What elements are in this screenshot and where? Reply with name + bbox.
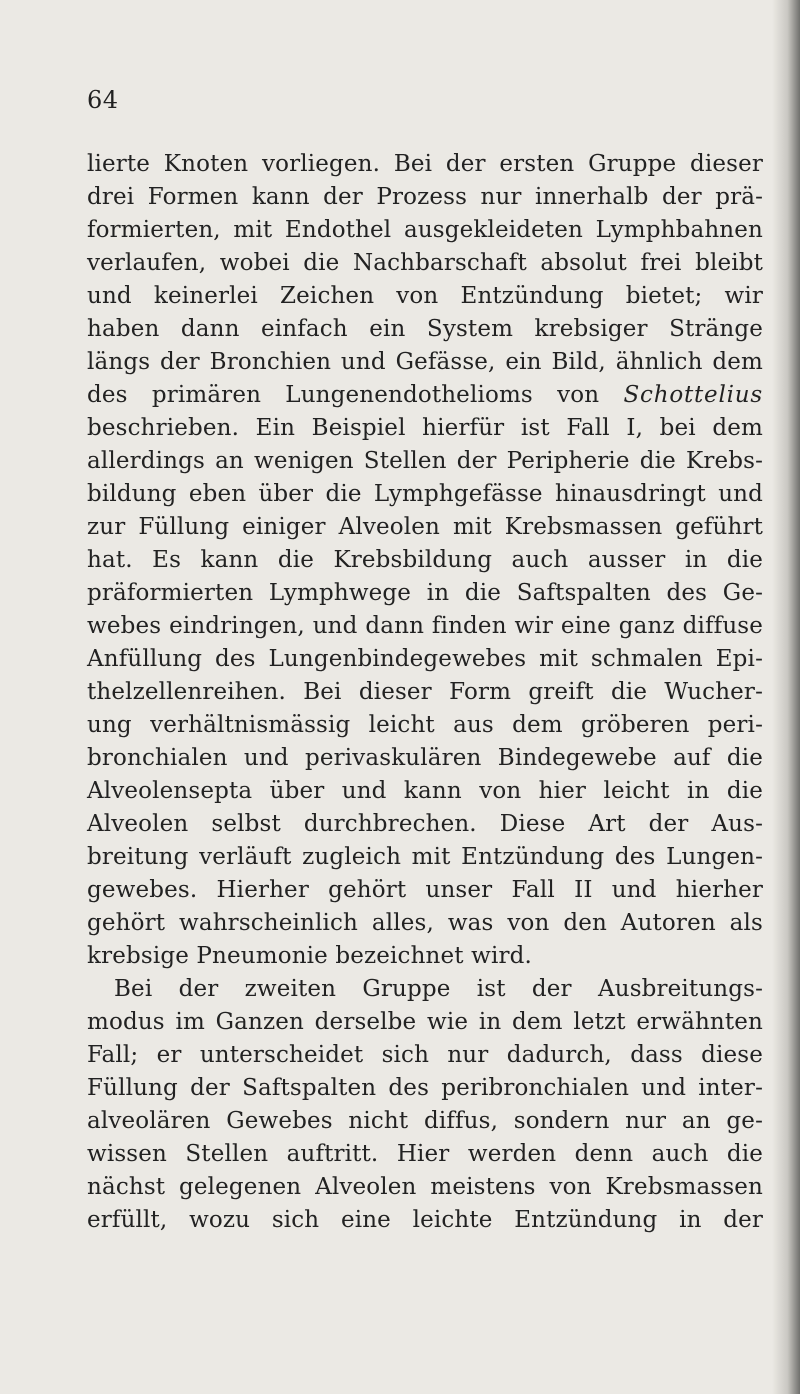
text-line: nächst gelegenen Alveolen meistens von Krebsmassen	[87, 1174, 763, 1200]
text-line: Alveolen selbst durchbrechen. Diese Art der Aus-	[87, 811, 763, 837]
paragraph-1	[87, 148, 763, 973]
page-edge-shadow	[772, 0, 800, 1394]
text-line: bildung eben über die Lymphgefässe hinausdringt und	[87, 481, 763, 507]
text-line: breitung verläuft zugleich mit Entzündung des Lungen-	[87, 844, 763, 870]
text-line: haben dann einfach ein System krebsiger Stränge	[87, 316, 763, 342]
text-segment: des primären Lungenendothelioms von	[87, 382, 624, 408]
body-text	[87, 148, 763, 1237]
text-line: beschrieben. Ein Beispiel hierfür ist Fall I, bei dem	[87, 415, 763, 441]
text-line: verlaufen, wobei die Nachbarschaft absolut frei bleibt	[87, 250, 763, 276]
text-line: wissen Stellen auftritt. Hier werden denn auch die	[87, 1141, 763, 1167]
page-number: 64	[87, 86, 119, 114]
text-line: modus im Ganzen derselbe wie in dem letzt erwähnten	[87, 1009, 763, 1035]
text-line: und keinerlei Zeichen von Entzündung bietet; wir	[87, 283, 763, 309]
text-line: Füllung der Saftspalten des peribronchialen und inter-	[87, 1075, 763, 1101]
author-name: Schottelius	[623, 382, 763, 408]
text-line: ung verhältnismässig leicht aus dem gröberen peri-	[87, 712, 763, 738]
text-line: Bei der zweiten Gruppe ist der Ausbreitungs-	[114, 976, 763, 1002]
text-line: Fall; er unterscheidet sich nur dadurch, dass diese	[87, 1042, 763, 1068]
text-line: Anfüllung des Lungenbindegewebes mit schmalen Epi-	[87, 646, 763, 672]
text-line: Alveolensepta über und kann von hier leicht in die	[87, 778, 763, 804]
text-line: webes eindringen, und dann finden wir eine ganz diffuse	[87, 613, 763, 639]
text-line: lierte Knoten vorliegen. Bei der ersten Gruppe dieser	[87, 151, 763, 177]
text-line: längs der Bronchien und Gefässe, ein Bild, ähnlich dem	[87, 349, 763, 375]
text-line: präformierten Lymphwege in die Saftspalten des Ge-	[87, 580, 763, 606]
text-line: drei Formen kann der Prozess nur innerhalb der prä-	[87, 184, 763, 210]
text-line: bronchialen und perivaskulären Bindegewebe auf die	[87, 745, 763, 771]
text-line: gewebes. Hierher gehört unser Fall II und hierher	[87, 877, 763, 903]
text-line	[87, 379, 763, 412]
text-line: gehört wahrscheinlich alles, was von den Autoren als	[87, 910, 763, 936]
text-line: allerdings an wenigen Stellen der Peripherie die Krebs-	[87, 448, 763, 474]
text-line: alveolären Gewebes nicht diffus, sondern nur an ge-	[87, 1108, 763, 1134]
paragraph-2	[87, 973, 763, 1237]
text-line: formierten, mit Endothel ausgekleideten Lymphbahnen	[87, 217, 763, 243]
text-line: zur Füllung einiger Alveolen mit Krebsmassen geführt	[87, 514, 763, 540]
text-line: hat. Es kann die Krebsbildung auch ausser in die	[87, 547, 763, 573]
text-line: erfüllt, wozu sich eine leichte Entzündung in der	[87, 1207, 763, 1233]
text-line: thelzellenreihen. Bei dieser Form greift die Wucher-	[87, 679, 763, 705]
text-line: krebsige Pneumonie bezeichnet wird.	[87, 943, 532, 969]
